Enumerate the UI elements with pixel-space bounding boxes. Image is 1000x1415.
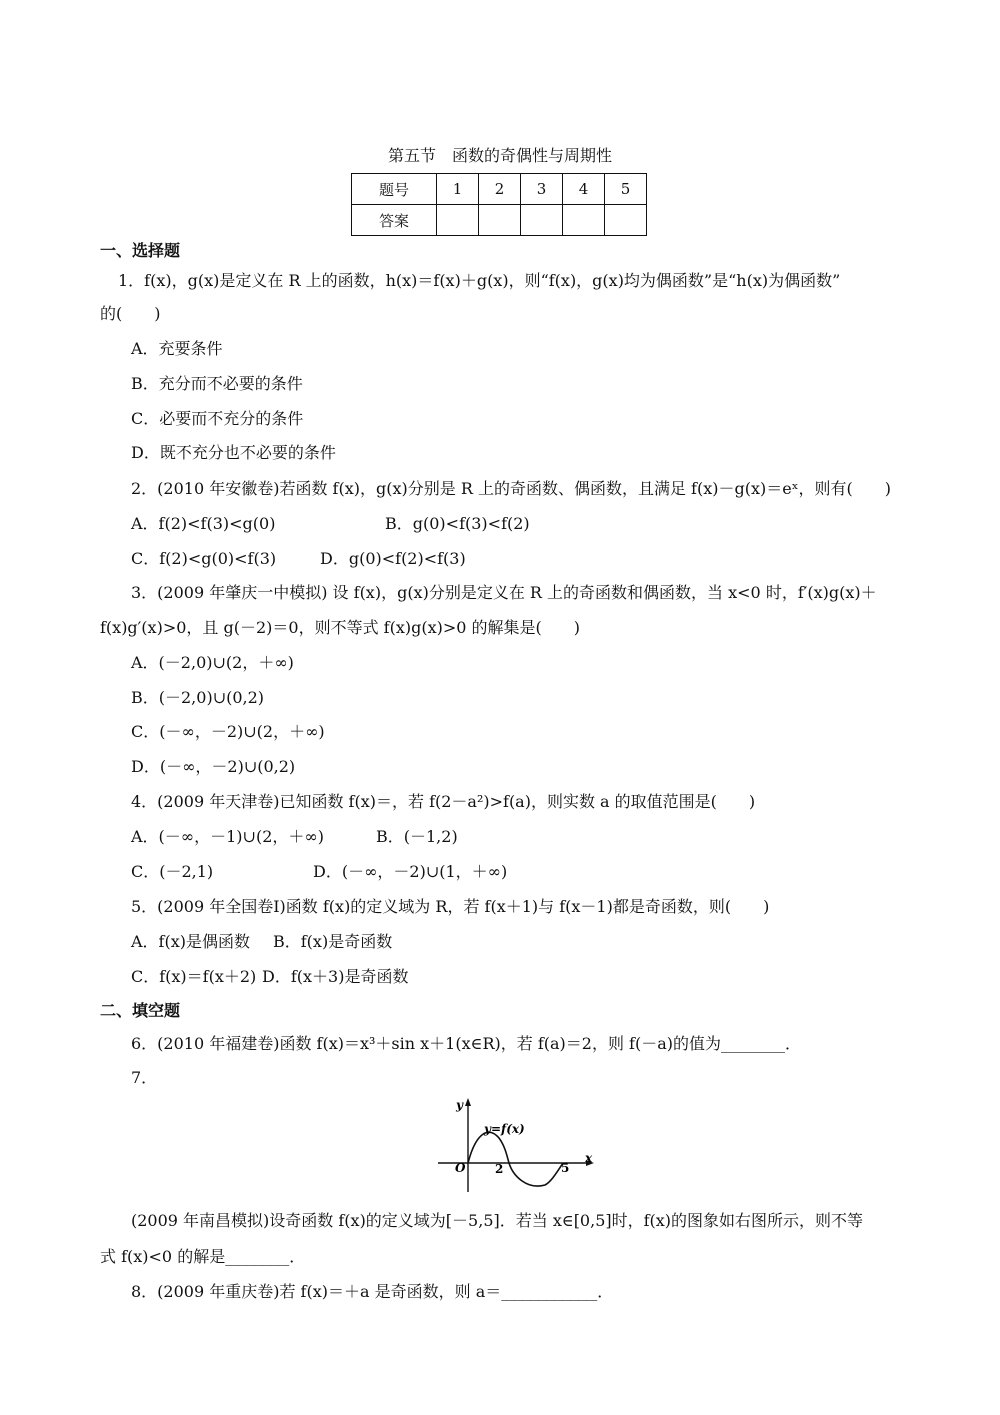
question-1-option-a: A．充要条件: [131, 339, 223, 358]
table-row: [352, 205, 647, 236]
question-8-stem: 8．(2009 年重庆卷)若 f(x)＝＋a 是奇函数，则 a＝____________．: [131, 1282, 614, 1301]
y-axis-label: y: [456, 1098, 463, 1112]
table-label-number: 题号: [352, 174, 437, 205]
table-cell: 4: [563, 174, 605, 205]
question-1-stem-cont: 的( ): [100, 304, 161, 323]
question-3-stem: 3．(2009 年肇庆一中模拟) 设 f(x)，g(x)分别是定义在 R 上的奇函数和偶函数，当 x<0 时，f′(x)g(x)＋: [131, 583, 877, 602]
section-heading-fill: 二、填空题: [100, 1001, 181, 1020]
question-2-option-c: C．f(2)<g(0)<f(3): [131, 549, 277, 568]
question-5-option-b: B．f(x)是奇函数: [273, 932, 393, 951]
answer-cell[interactable]: [521, 205, 563, 236]
question-2-option-d: D．g(0)<f(2)<f(3): [320, 549, 466, 568]
question-7-stem: (2009 年南昌模拟)设奇函数 f(x)的定义域为[－5,5]．若当 x∈[0,5]时，f(x)的图象如右图所示，则不等: [131, 1211, 864, 1230]
question-1-option-b: B．充分而不必要的条件: [131, 374, 303, 393]
question-7-stem-cont: 式 f(x)<0 的解是________．: [100, 1247, 306, 1266]
question-4-stem: 4．(2009 年天津卷)已知函数 f(x)＝，若 f(2－a²)>f(a)，则实数 a 的取值范围是( ): [131, 792, 756, 811]
question-5-stem: 5．(2009 年全国卷Ⅰ)函数 f(x)的定义域为 R，若 f(x＋1)与 f(x－1)都是奇函数，则( ): [131, 897, 770, 916]
answer-cell[interactable]: [437, 205, 479, 236]
question-4-option-d: D．(－∞，－2)∪(1，＋∞): [313, 862, 508, 881]
tick-label-2: 2: [495, 1162, 504, 1176]
origin-label: O: [455, 1161, 466, 1175]
question-6-stem: 6．(2010 年福建卷)函数 f(x)＝x³＋sin x＋1(x∈R)，若 f(a)＝2，则 f(－a)的值为________．: [131, 1034, 801, 1053]
table-label-answer: 答案: [352, 205, 437, 236]
question-3-option-a: A．(－2,0)∪(2，＋∞): [131, 653, 294, 672]
function-graph: [432, 1094, 602, 1196]
tick-label-5: 5: [561, 1161, 570, 1175]
section-heading-choice: 一、选择题: [100, 241, 181, 260]
function-curve: [468, 1132, 563, 1186]
table-cell: 5: [605, 174, 647, 205]
y-axis-arrow-icon: [465, 1098, 471, 1106]
question-4-option-c: C．(－2,1): [131, 862, 214, 881]
question-3-stem-cont: f(x)g′(x)>0，且 g(－2)＝0，则不等式 f(x)g(x)>0 的解集是( ): [100, 618, 580, 637]
question-1-option-d: D．既不充分也不必要的条件: [131, 443, 336, 462]
answer-cell[interactable]: [479, 205, 521, 236]
question-3-option-d: D．(－∞，－2)∪(0,2): [131, 757, 296, 776]
question-4-option-a: A．(－∞，－1)∪(2，＋∞): [131, 827, 324, 846]
x-axis-label: x: [585, 1151, 593, 1165]
answer-table: [351, 173, 647, 236]
question-4-option-b: B．(－1,2): [376, 827, 458, 846]
question-1-stem: 1．f(x)，g(x)是定义在 R 上的函数，h(x)＝f(x)＋g(x)，则“f(x)，g(x)均为偶函数”是“h(x)为偶函数”: [118, 271, 841, 290]
question-3-option-c: C．(－∞，－2)∪(2，＋∞): [131, 722, 325, 741]
question-5-option-d: D．f(x＋3)是奇函数: [262, 967, 409, 986]
question-7-number: 7．: [131, 1068, 158, 1087]
answer-cell[interactable]: [605, 205, 647, 236]
question-5-option-c: C．f(x)＝f(x＋2): [131, 967, 257, 986]
page-title: 第五节 函数的奇偶性与周期性: [387, 146, 612, 165]
question-2-option-b: B．g(0)<f(3)<f(2): [385, 514, 530, 533]
question-2-stem: 2．(2010 年安徽卷)若函数 f(x)，g(x)分别是 R 上的奇函数、偶函数，且满足 f(x)－g(x)＝eˣ，则有( ): [131, 479, 891, 498]
answer-cell[interactable]: [563, 205, 605, 236]
question-3-option-b: B．(－2,0)∪(0,2): [131, 688, 265, 707]
table-cell: 2: [479, 174, 521, 205]
curve-label: y=f(x): [484, 1122, 525, 1136]
question-1-option-c: C．必要而不充分的条件: [131, 409, 304, 428]
table-cell: 3: [521, 174, 563, 205]
question-2-option-a: A．f(2)<f(3)<g(0): [131, 514, 276, 533]
question-5-option-a: A．f(x)是偶函数: [131, 932, 250, 951]
table-cell: 1: [437, 174, 479, 205]
table-row: [352, 174, 647, 205]
